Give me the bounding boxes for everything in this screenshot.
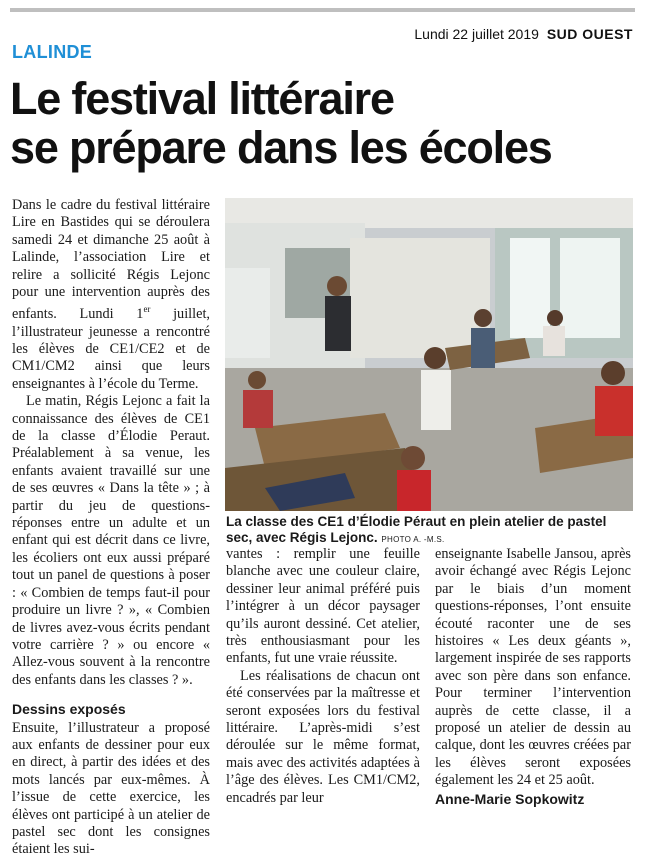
intro-date-prefix: Lundi 1 — [79, 306, 144, 323]
intro-text: Dans le cadre du festival littéraire Lire en Bastides qui se déroulera samedi 24 et dimanche 25 août à Lalinde, l’association Lire et relire a sollicité Régis Lejonc pour une intervention auprès des enfants. — [12, 197, 210, 323]
author-byline: Anne-Marie Sopkowitz — [435, 790, 585, 807]
intro-date-rest: juillet, l’illustrateur jeunesse a rencontré les élèves de CE1/CE2 et de CM1/CM2 ainsi que leurs enseignantes à l’école du Terme. — [12, 306, 210, 392]
article-paragraph-4: Les réalisations de chacun ont été conservées par la maîtresse et seront exposées lors du festival littéraire. L’après-midi s’est déroulée sur le même format, mais avec des activités adaptées à l’âge des élèves. Les CM1/CM2, encadrés par leur — [226, 667, 420, 806]
issue-date: Lundi 22 juillet 2019 — [414, 26, 539, 42]
caption-text: La classe des CE1 d’Élodie Péraut en plein atelier de pastel sec, avec Régis Lejonc. — [226, 514, 607, 545]
headline — [10, 74, 635, 172]
article-paragraph-4b: enseignante Isabelle Jansou, après avoir échangé avec Régis Lejonc par le biais d’un moment questions-réponses, l’ont ensuite écouté raconter une de ses histoires « Les deux géants », largement inspirée de ses rapports avec son père dans son enfance. Pour terminer l’intervention auprès de cette classe, il a proposé un atelier de dessin au calque, dont les œuvres créées par les élèves seront exposées également les 24 et 25 août. — [435, 546, 631, 789]
article-paragraph-3b: vantes : remplir une feuille blanche avec une couleur claire, dessiner leur animal préféré puis l’intégrer à un décor paysager qu’ils auront dessiné. Cet atelier, très enthousiasmant pour les enfants, fut une vraie réussite. — [226, 546, 420, 667]
rubric-location: LALINDE — [12, 42, 93, 62]
article-column-2 — [226, 546, 420, 807]
headline-line-2: se prépare dans les écoles — [10, 122, 552, 173]
headline-line-1: Le festival littéraire — [10, 73, 394, 124]
article-paragraph-intro — [12, 197, 210, 393]
dateline — [414, 26, 633, 42]
photo-illustration — [225, 198, 633, 511]
newspaper-brand: SUD OUEST — [546, 26, 633, 42]
article-column-1 — [12, 197, 210, 859]
photo-caption — [226, 514, 634, 548]
article-paragraph-2: Le matin, Régis Lejonc a fait la connaissance des élèves de CE1 de la classe d’Élodie Peraut. Préalablement à sa venue, les enfants avaient travaillé sur une de ses œuvres « Dans la tête » ; à partir du jeu de questions-réponses entre un adulte et un enfant qui est décrit dans ce livre, les écoliers ont eux aussi préparé tout un panel de questions à poser : « Combien de temps faut-il pour produire un livre ? », « Combien de livres avez-vous écrits pendant votre carrière ? » ou encore « Allez-vous souvent à la rencontre des enfants dans les classes ? ». — [12, 393, 210, 688]
subhead: Dessins exposés — [12, 701, 126, 718]
photo-credit: PHOTO A. -M.S. — [381, 535, 445, 544]
classroom-photo — [225, 198, 633, 511]
ordinal-suffix: er — [143, 304, 151, 315]
article-paragraph-3a: Ensuite, l’illustrateur a proposé aux enfants de dessiner pour eux en direct, à partir des idées et des mots lancés par eux-mêmes. À l’issue de cette exercice, les élèves ont participé à un atelier de pastel sec dont les consignes étaient les sui- — [12, 719, 210, 858]
article-column-3 — [435, 546, 631, 808]
top-rule — [10, 8, 635, 12]
